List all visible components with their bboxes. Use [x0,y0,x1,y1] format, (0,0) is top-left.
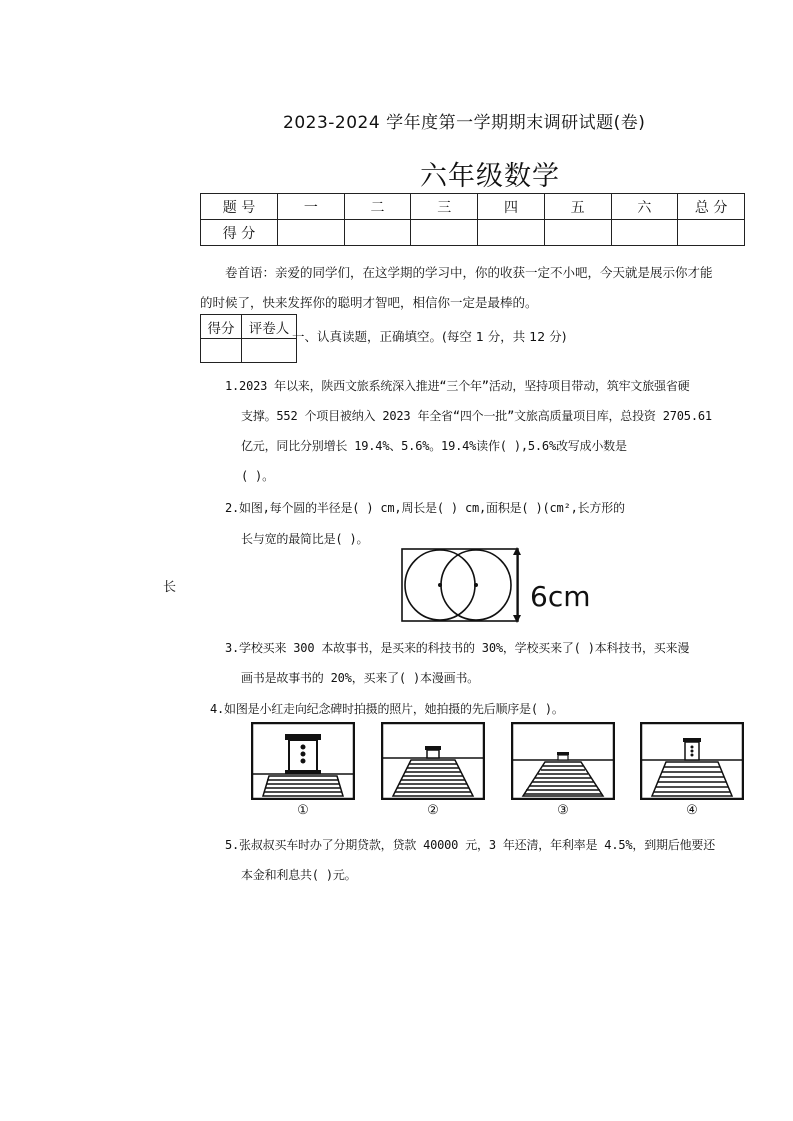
score-input-4[interactable] [478,220,545,246]
photo-4 [640,722,744,800]
score-input-total[interactable] [678,220,745,246]
score-cell-5: 五 [544,194,611,220]
q2-line-1: 2.如图,每个圆的半径是( ) cm,周长是( ) cm,面积是( )(cm²,长方形的 [225,501,625,515]
q5-line-2: 本金和利息共( )元。 [241,868,357,882]
q1-line-3: 亿元，同比分别增长 19.4%、5.6%。19.4%读作( ),5.6%改写成小数是 [241,439,627,453]
circles-rectangle-figure [395,543,595,625]
q1-line-4: ( )。 [241,469,274,483]
score-input-1[interactable] [278,220,345,246]
side-char: 长 [163,580,177,595]
q4-text: 4.如图是小红走向纪念碑时拍摄的照片，她拍摄的先后顺序是( )。 [210,702,564,716]
score-row-label: 得 分 [201,220,278,246]
photo-label-2: ② [427,803,439,818]
grader-name-label: 评卷人 [242,315,297,339]
photo-label-3: ③ [557,803,569,818]
score-input-6[interactable] [611,220,678,246]
score-cell-1: 一 [278,194,345,220]
q3-line-2: 画书是故事书的 20%，买来了( )本漫画书。 [241,671,479,685]
photo-3 [511,722,615,800]
figure-center-right [474,583,478,587]
score-cell-3: 三 [411,194,478,220]
grader-name-input[interactable] [242,339,297,363]
score-table [200,193,745,246]
score-cell-2: 二 [344,194,411,220]
score-cell-total: 总 分 [678,194,745,220]
section-1-heading: 一、认真读题，正确填空。(每空 1 分，共 12 分) [292,329,567,344]
photo-2 [381,722,485,800]
intro-line-2: 的时候了，快来发挥你的聪明才智吧，相信你一定是最棒的。 [200,295,538,310]
figure-height-label: 6cm [530,580,591,613]
q1-line-2: 支撑。552 个项目被纳入 2023 年全省“四个一批”文旅高质量项目库，总投资 2705.61 [241,409,712,423]
q3-line-1: 3.学校买来 300 本故事书，是买来的科技书的 30%，学校买来了( )本科技书，买来漫 [225,641,690,655]
grader-score-input[interactable] [201,339,242,363]
q1-line-1: 1.2023 年以来，陕西文旅系统深入推进“三个年”活动，坚持项目带动，筑牢文旅强省硬 [225,379,690,393]
score-table-score-row [201,220,745,246]
grader-score-label: 得分 [201,315,242,339]
intro-line-1: 卷首语：亲爱的同学们，在这学期的学习中，你的收获一定不小吧，今天就是展示你才能 [225,265,713,280]
q5-line-1: 5.张叔叔买车时办了分期贷款，贷款 40000 元，3 年还清，年利率是 4.5%，到期后他要还 [225,838,715,852]
score-cell-4: 四 [478,194,545,220]
q2-line-2: 长与宽的最简比是( )。 [241,532,369,546]
score-input-2[interactable] [344,220,411,246]
score-input-5[interactable] [544,220,611,246]
photo-label-1: ① [297,803,309,818]
exam-subtitle: 六年级数学 [420,161,560,192]
grader-table [200,314,297,363]
photo-label-4: ④ [686,803,698,818]
exam-title: 2023-2024 学年度第一学期期末调研试题(卷) [283,113,646,133]
score-cell-label: 题 号 [201,194,278,220]
figure-center-left [438,583,442,587]
score-table-header-row [201,194,745,220]
score-input-3[interactable] [411,220,478,246]
score-cell-6: 六 [611,194,678,220]
photo-1 [251,722,355,800]
